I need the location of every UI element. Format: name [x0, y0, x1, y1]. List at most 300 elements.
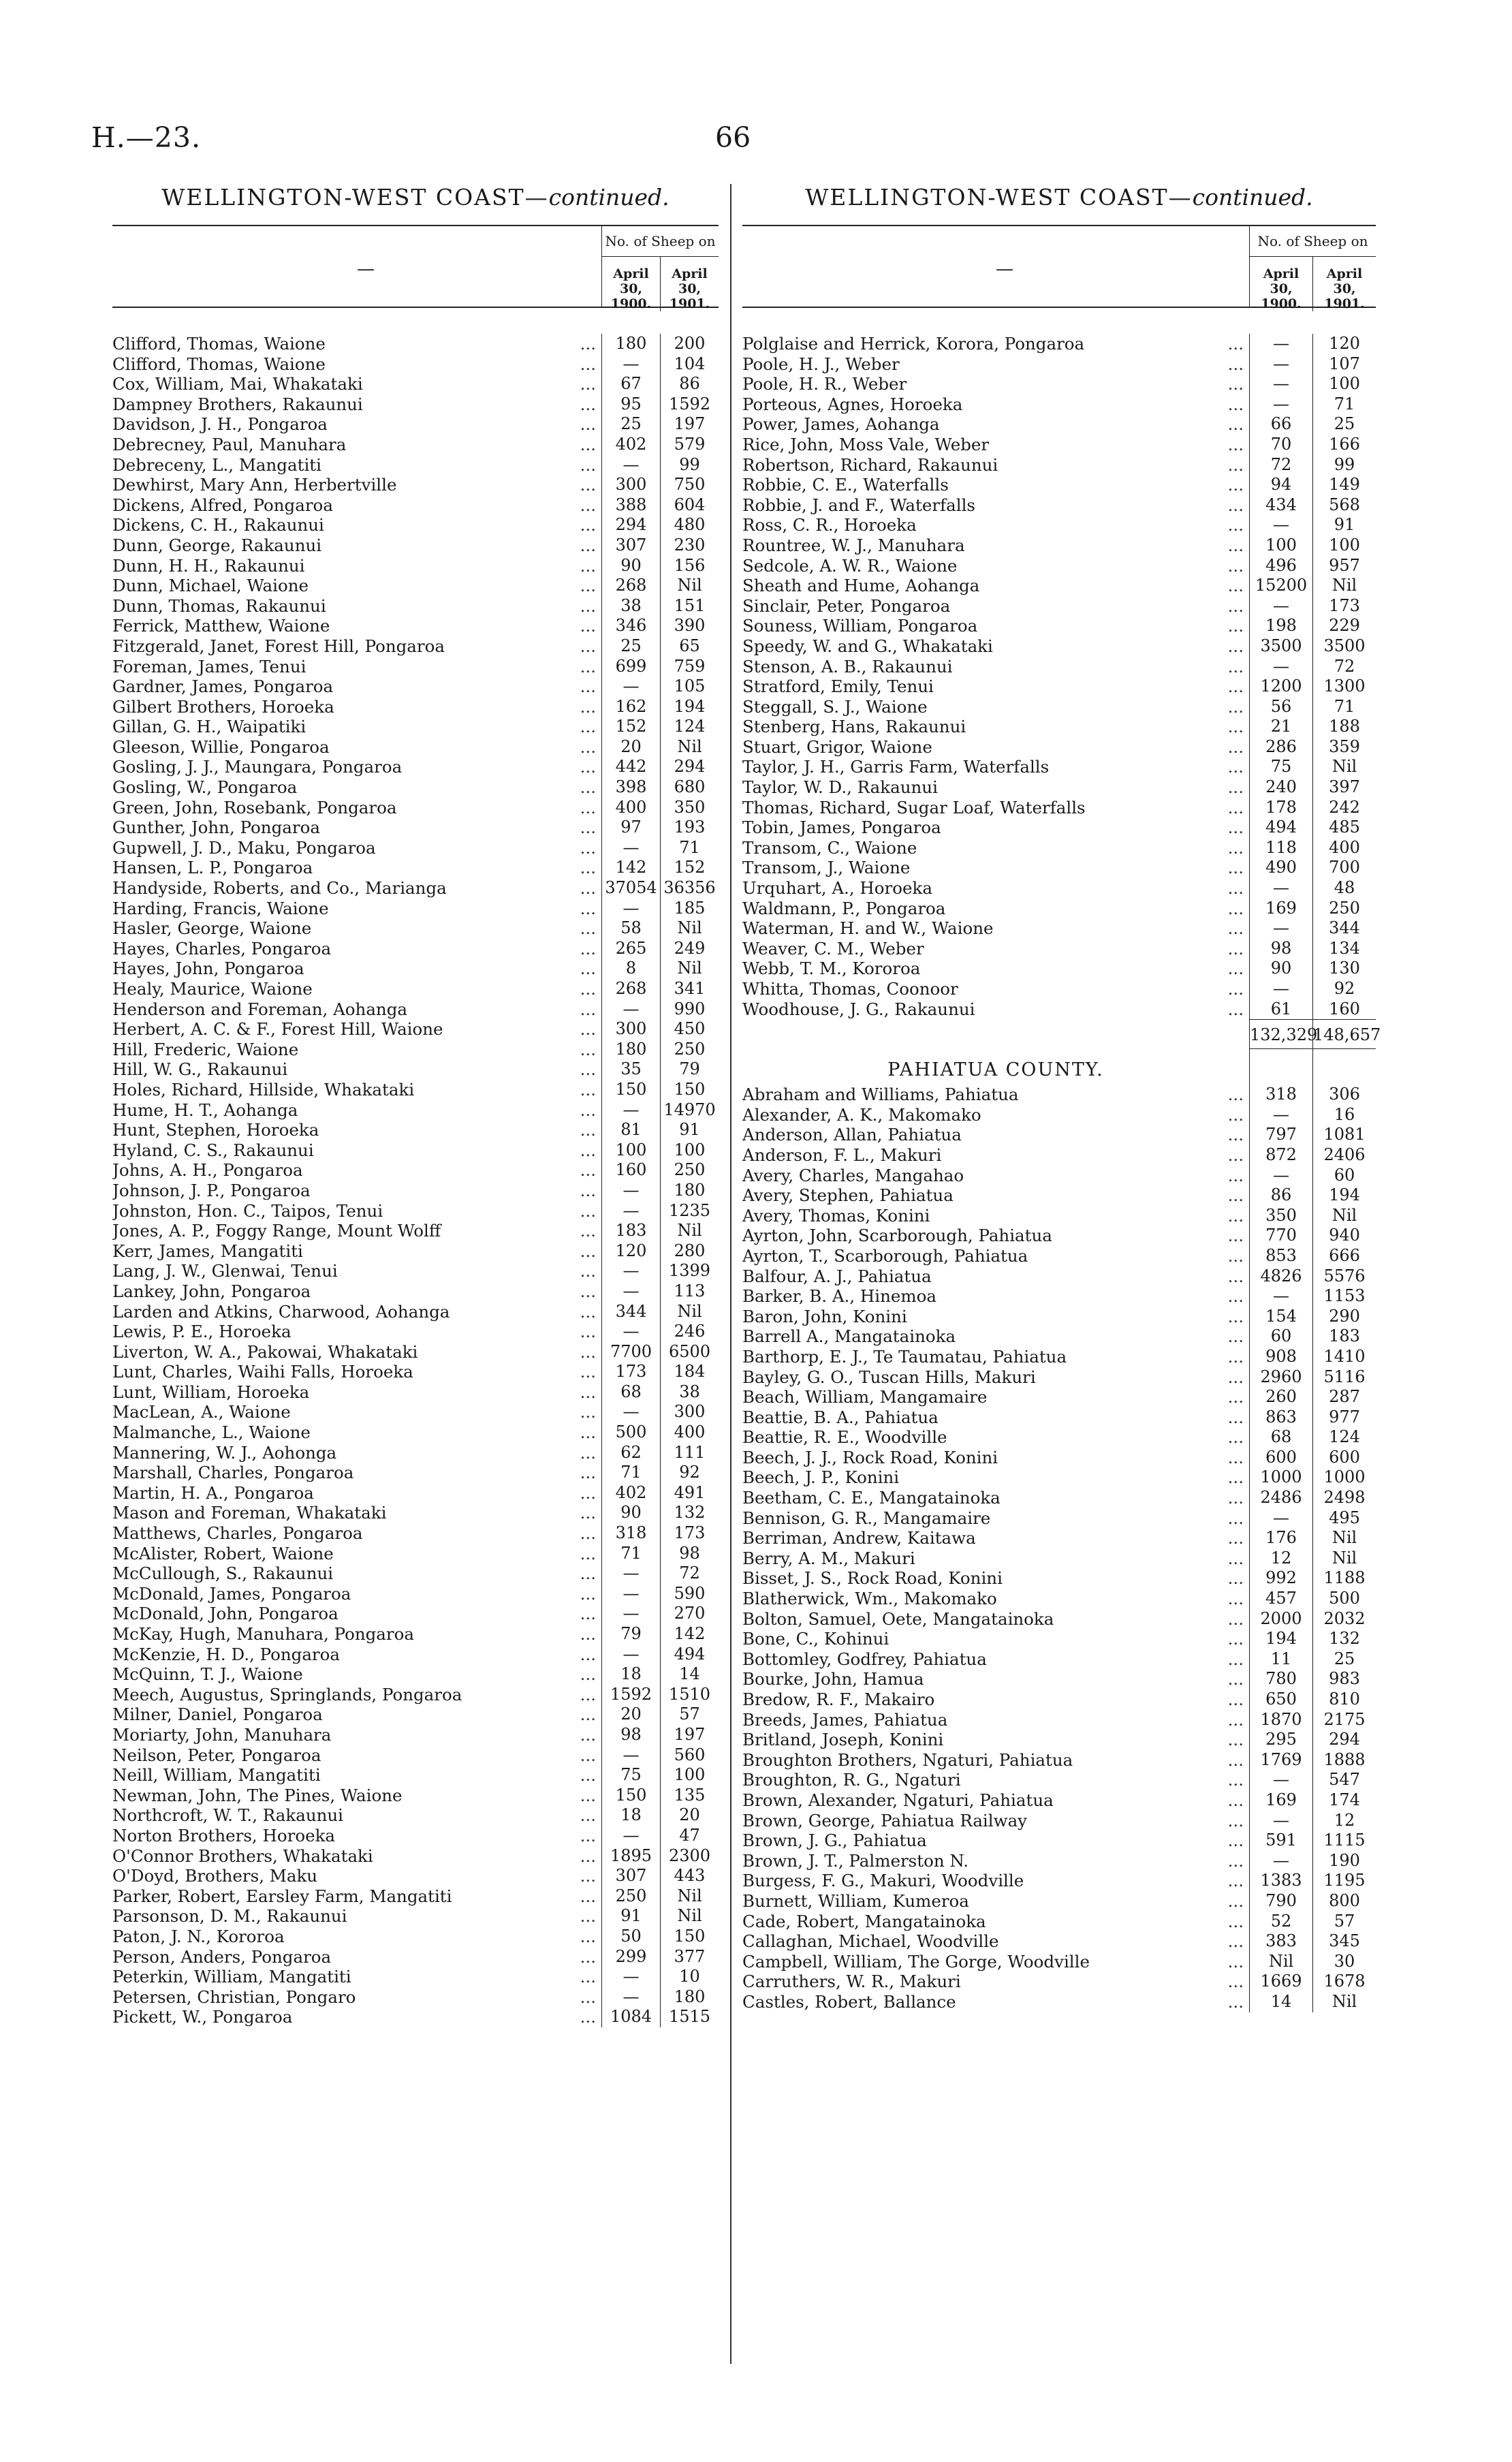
table-row: [112, 1422, 719, 1443]
owner-name: Larden and Atkins, Charwood, Aohanga ...: [112, 1301, 596, 1322]
owner-name: Rountree, W. J., Manuhara ...: [742, 535, 1244, 555]
sheep-1901: 1515: [660, 2007, 719, 2027]
dot-leader: ...: [580, 1463, 596, 1483]
dot-leader: ...: [1227, 1951, 1244, 1972]
sheep-1900: 1870: [1249, 1710, 1312, 1730]
sheep-1900: 11: [1249, 1649, 1312, 1670]
sheep-1900: 2000: [1249, 1609, 1312, 1630]
dot-leader: ...: [580, 979, 596, 999]
owner-name: Holes, Richard, Hillside, Whakataki ...: [112, 1079, 596, 1100]
left-sheep-header: [602, 226, 719, 311]
table-row: [112, 1765, 719, 1786]
table-row: [112, 1059, 719, 1080]
owner-name: Sedcole, A. W. R., Waione ...: [742, 555, 1244, 576]
sheep-1900: 86: [1249, 1185, 1312, 1206]
sheep-1900: 8: [601, 959, 660, 979]
table-row: [742, 1326, 1376, 1347]
sheep-1901: 104: [660, 354, 719, 375]
sheep-1900: 178: [1249, 798, 1312, 818]
sheep-1900: 150: [601, 1786, 660, 1806]
table-row: [742, 1246, 1376, 1266]
sheep-1901: Nil: [660, 576, 719, 596]
dot-leader: ...: [1227, 1790, 1244, 1810]
sheep-1901: 1888: [1312, 1750, 1376, 1771]
table-row: [742, 1145, 1376, 1166]
sheep-1900: 2960: [1249, 1367, 1312, 1388]
dot-leader: ...: [580, 576, 596, 596]
owner-name: Woodhouse, J. G., Rakaunui ...: [742, 999, 1244, 1019]
table-row: [112, 959, 719, 979]
owner-name: Broughton, R. G., Ngaturi ...: [742, 1770, 1244, 1790]
sheep-1901: 1153: [1312, 1286, 1376, 1307]
table-row: [742, 636, 1376, 657]
owner-name: Beech, J. J., Rock Road, Konini ...: [742, 1447, 1244, 1467]
sheep-1901: 71: [1312, 394, 1376, 415]
owner-name: Davidson, J. H., Pongaroa ...: [112, 414, 596, 435]
sheep-1901: 990: [660, 999, 719, 1020]
left-title: [112, 184, 719, 217]
sheep-1901: 983: [1312, 1669, 1376, 1689]
dot-leader: ...: [580, 696, 596, 717]
left-sheep-heading: No. of Sheep on: [602, 226, 719, 257]
table-row: [112, 777, 719, 798]
dot-leader: ...: [1227, 777, 1244, 798]
right-rows: [742, 334, 1376, 1019]
sheep-1901: 1235: [660, 1201, 719, 1221]
table-row: [112, 1987, 719, 2008]
sheep-1901: 65: [660, 636, 719, 657]
sheep-1901: 270: [660, 1604, 719, 1624]
dot-leader: ...: [1227, 938, 1244, 959]
dot-leader: ...: [580, 1180, 596, 1200]
sheep-1901: 194: [660, 697, 719, 717]
table-row: [742, 1448, 1376, 1468]
table-row: [742, 1427, 1376, 1448]
sheep-1901: 86: [660, 374, 719, 394]
sheep-1900: 797: [1249, 1125, 1312, 1145]
sheep-1900: 260: [1249, 1387, 1312, 1407]
dot-leader: ...: [1227, 1488, 1244, 1508]
owner-name: Debreceny, L., Mangatiti ...: [112, 454, 596, 475]
dot-leader: ...: [1227, 1730, 1244, 1750]
owner-name: Speedy, W. and G., Whakataki ...: [742, 636, 1244, 656]
sheep-1900: 400: [601, 798, 660, 818]
sheep-1900: 250: [601, 1886, 660, 1907]
table-row: [112, 1704, 719, 1725]
owner-name: Thomas, Richard, Sugar Loaf, Waterfalls ...: [742, 797, 1244, 817]
table-row: [112, 1866, 719, 1886]
owner-name: Pickett, W., Pongaroa ...: [112, 2007, 596, 2027]
sheep-1900: —: [1249, 1770, 1312, 1790]
sheep-1900: 1200: [1249, 676, 1312, 697]
owner-name: Avery, Charles, Mangahao ...: [742, 1165, 1244, 1185]
dot-leader: ...: [1227, 878, 1244, 899]
sheep-1901: 200: [660, 334, 719, 354]
dot-leader: ...: [1227, 1125, 1244, 1145]
sheep-1900: 37054: [601, 878, 660, 899]
owner-name: Lunt, Charles, Waihi Falls, Horoeka ...: [112, 1362, 596, 1382]
owner-name: Blatherwick, Wm., Makomako ...: [742, 1589, 1244, 1609]
dot-leader: ...: [580, 454, 596, 475]
table-row: [112, 1805, 719, 1826]
right-head-dash: —: [996, 259, 1013, 279]
sheep-1901: 14: [660, 1664, 719, 1685]
owner-name: Kerr, James, Mangatiti ...: [112, 1241, 596, 1261]
sheep-1900: 699: [601, 657, 660, 677]
sheep-1900: 169: [1249, 899, 1312, 919]
dot-leader: ...: [1227, 717, 1244, 737]
table-row: [112, 1846, 719, 1867]
table-row: [742, 1166, 1376, 1186]
sheep-1900: 62: [601, 1443, 660, 1463]
table-row: [112, 334, 719, 354]
sheep-1900: —: [601, 1745, 660, 1766]
sheep-1901: 494: [660, 1645, 719, 1665]
sheep-1900: 790: [1249, 1891, 1312, 1912]
sheep-1900: 98: [1249, 939, 1312, 959]
sheep-1901: 72: [660, 1563, 719, 1584]
owner-name: Meech, Augustus, Springlands, Pongaroa ...: [112, 1684, 596, 1704]
table-row: [112, 999, 719, 1020]
owner-name: Milner, Daniel, Pongaroa ...: [112, 1704, 596, 1725]
table-row: [742, 676, 1376, 697]
sheep-1900: 72: [1249, 455, 1312, 476]
right-title: [742, 184, 1376, 217]
sheep-1901: 6500: [660, 1342, 719, 1362]
owner-name: Gosling, J. J., Maungara, Pongaroa ...: [112, 757, 596, 777]
sheep-1901: Nil: [1312, 1528, 1376, 1548]
sheep-1900: —: [601, 1281, 660, 1302]
table-row: [742, 1125, 1376, 1145]
table-row: [112, 1947, 719, 1967]
sheep-1901: 306: [1312, 1085, 1376, 1105]
sheep-1901: 174: [1312, 1790, 1376, 1811]
dot-leader: ...: [580, 1684, 596, 1704]
sheep-1901: 98: [660, 1544, 719, 1564]
sheep-1900: 75: [601, 1765, 660, 1786]
sheep-1901: 341: [660, 979, 719, 999]
owner-name: Britland, Joseph, Konini ...: [742, 1730, 1244, 1750]
sheep-1900: Nil: [1249, 1952, 1312, 1972]
sheep-1900: 14: [1249, 1992, 1312, 2012]
table-row: [742, 697, 1376, 717]
table-row: [742, 1750, 1376, 1771]
table-row: [742, 334, 1376, 354]
sheep-1900: —: [1249, 374, 1312, 394]
sheep-1901: 36356: [660, 878, 719, 899]
dot-leader: ...: [580, 535, 596, 555]
owner-name: Gillan, G. H., Waipatiki ...: [112, 717, 596, 737]
dot-leader: ...: [580, 1563, 596, 1584]
dot-leader: ...: [580, 1120, 596, 1140]
owner-name: Robbie, J. and F., Waterfalls ...: [742, 495, 1244, 515]
owner-name: Poole, H. J., Weber ...: [742, 354, 1244, 374]
sheep-1901: 48: [1312, 878, 1376, 899]
owner-name: Cade, Robert, Mangatainoka ...: [742, 1911, 1244, 1931]
table-row: [112, 1402, 719, 1422]
sheep-1900: —: [1249, 1105, 1312, 1125]
owner-name: Souness, William, Pongaroa ...: [742, 616, 1244, 636]
dot-leader: ...: [580, 374, 596, 394]
table-row: [112, 697, 719, 717]
dot-leader: ...: [580, 1503, 596, 1523]
table-row: [742, 1972, 1376, 1992]
dot-leader: ...: [580, 1543, 596, 1563]
sheep-1901: Nil: [1312, 1548, 1376, 1569]
owner-name: Northcroft, W. T., Rakaunui ...: [112, 1805, 596, 1826]
sheep-1901: 111: [660, 1443, 719, 1463]
sheep-1901: 495: [1312, 1508, 1376, 1529]
sheep-1900: 94: [1249, 475, 1312, 495]
table-row: [112, 1584, 719, 1604]
sheep-1901: 10: [660, 1967, 719, 1987]
sheep-1901: 1195: [1312, 1871, 1376, 1891]
owner-name: Callaghan, Michael, Woodville ...: [742, 1931, 1244, 1952]
table-row: [742, 757, 1376, 777]
dot-leader: ...: [1227, 1245, 1244, 1266]
owner-name: Sheath and Hume, Aohanga ...: [742, 576, 1244, 596]
sheep-1901: 344: [1312, 918, 1376, 939]
sheep-1900: —: [601, 1987, 660, 2008]
table-row: [112, 737, 719, 758]
owner-name: Paton, J. N., Kororoa ...: [112, 1926, 596, 1946]
dot-leader: ...: [1227, 394, 1244, 414]
owner-name: Peterkin, William, Mangatiti ...: [112, 1967, 596, 1987]
table-row: [112, 1645, 719, 1665]
sheep-1900: 7700: [601, 1342, 660, 1362]
dot-leader: ...: [1227, 1467, 1244, 1488]
table-row: [742, 1467, 1376, 1488]
left-title-italic: continued.: [548, 184, 670, 211]
owner-name: Anderson, F. L., Makuri ...: [742, 1144, 1244, 1165]
sheep-1900: 173: [601, 1362, 660, 1382]
sheep-1901: 91: [660, 1120, 719, 1140]
owner-name: Liverton, W. A., Pakowai, Whakataki ...: [112, 1341, 596, 1362]
sheep-1901: 190: [1312, 1851, 1376, 1871]
sheep-1901: 666: [1312, 1246, 1376, 1266]
table-row: [742, 1387, 1376, 1407]
table-row: [112, 1019, 719, 1040]
dot-leader: ...: [580, 1604, 596, 1624]
owner-name: Avery, Thomas, Konini ...: [742, 1205, 1244, 1226]
table-row: [742, 1185, 1376, 1206]
sheep-1901: 1678: [1312, 1972, 1376, 1992]
dot-leader: ...: [580, 1724, 596, 1745]
sheep-1900: 434: [1249, 495, 1312, 516]
sheep-1900: 38: [601, 596, 660, 617]
table-row: [742, 918, 1376, 939]
table-row: [742, 1689, 1376, 1710]
sheep-1901: 100: [1312, 535, 1376, 556]
table-row: [742, 939, 1376, 959]
dot-leader: ...: [580, 515, 596, 535]
owner-name: Bolton, Samuel, Oete, Mangatainoka ...: [742, 1608, 1244, 1629]
owner-name: Bisset, J. S., Rock Road, Konini ...: [742, 1568, 1244, 1589]
table-row: [112, 1927, 719, 1947]
sheep-1900: —: [601, 838, 660, 858]
sheep-1901: 680: [660, 777, 719, 798]
dot-leader: ...: [1227, 555, 1244, 576]
sheep-1901: Nil: [660, 1886, 719, 1907]
sheep-1900: —: [601, 1604, 660, 1624]
sheep-1900: 908: [1249, 1347, 1312, 1367]
dot-leader: ...: [580, 1322, 596, 1342]
sheep-1900: 307: [601, 1866, 660, 1886]
sheep-1900: —: [1249, 979, 1312, 999]
dot-leader: ...: [1227, 656, 1244, 676]
sheep-1900: —: [1249, 878, 1312, 899]
table-row: [112, 1040, 719, 1060]
sheep-1900: —: [1249, 354, 1312, 375]
table-row: [742, 495, 1376, 516]
dot-leader: ...: [580, 858, 596, 878]
owner-name: Healy, Maurice, Waione ...: [112, 979, 596, 999]
left-head-dash: —: [357, 259, 375, 279]
owner-name: Brown, J. G., Pahiatua ...: [742, 1830, 1244, 1851]
owner-name: Breeds, James, Pahiatua ...: [742, 1709, 1244, 1730]
dot-leader: ...: [1227, 837, 1244, 858]
table-row: [112, 556, 719, 576]
sheep-1901: 250: [660, 1160, 719, 1181]
sheep-1900: 1000: [1249, 1467, 1312, 1488]
sheep-1901: 2300: [660, 1846, 719, 1867]
table-row: [112, 616, 719, 636]
owner-name: Polglaise and Herrick, Korora, Pongaroa ...: [742, 334, 1244, 354]
sheep-1901: 940: [1312, 1226, 1376, 1246]
table-row: [112, 1160, 719, 1181]
owner-name: Person, Anders, Pongaroa ...: [112, 1946, 596, 1967]
left-rows: [112, 334, 719, 2027]
dot-leader: ...: [580, 595, 596, 616]
owner-name: Stratford, Emily, Tenui ...: [742, 676, 1244, 697]
dot-leader: ...: [1227, 454, 1244, 475]
owner-name: Porteous, Agnes, Horoeka ...: [742, 394, 1244, 414]
sheep-1900: 79: [601, 1624, 660, 1645]
dot-leader: ...: [1227, 475, 1244, 495]
sheep-1900: —: [601, 1563, 660, 1584]
table-row: [112, 596, 719, 617]
dot-leader: ...: [580, 959, 596, 979]
sheep-1901: 300: [660, 1402, 719, 1422]
owner-name: Baron, John, Konini ...: [742, 1306, 1244, 1326]
table-row: [112, 817, 719, 838]
sheep-1901: 156: [660, 556, 719, 576]
owner-name: Ayrton, T., Scarborough, Pahiatua ...: [742, 1245, 1244, 1266]
owner-name: McAlister, Robert, Waione ...: [112, 1543, 596, 1563]
sheep-1900: 457: [1249, 1589, 1312, 1609]
sheep-1900: —: [601, 1181, 660, 1201]
sheep-1901: 100: [660, 1140, 719, 1161]
dot-leader: ...: [1227, 1165, 1244, 1185]
table-row: [742, 596, 1376, 617]
owner-name: Johnson, J. P., Pongaroa ...: [112, 1180, 596, 1200]
left-col2-heading: April 30, 1901.: [660, 257, 719, 311]
sheep-1900: 150: [601, 1080, 660, 1100]
owner-name: Ayrton, John, Scarborough, Pahiatua ...: [742, 1226, 1244, 1246]
owner-name: Transom, C., Waione ...: [742, 837, 1244, 858]
owner-name: Barrell A., Mangatainoka ...: [742, 1326, 1244, 1347]
table-row: [112, 1826, 719, 1846]
table-row: [112, 1241, 719, 1262]
sheep-1900: 4826: [1249, 1266, 1312, 1287]
owner-name: Taylor, W. D., Rakaunui ...: [742, 777, 1244, 798]
dot-leader: ...: [580, 1402, 596, 1422]
owner-name: Moriarty, John, Manuhara ...: [112, 1724, 596, 1745]
table-row: [742, 1528, 1376, 1548]
dot-leader: ...: [580, 1765, 596, 1786]
table-row: [742, 959, 1376, 979]
sheep-1901: 600: [1312, 1448, 1376, 1468]
sheep-1900: —: [601, 999, 660, 1020]
sheep-1901: 100: [1312, 374, 1376, 394]
sheep-1900: 71: [601, 1544, 660, 1564]
left-table-header: [112, 225, 719, 311]
left-title-main: WELLINGTON-WEST COAST—: [161, 184, 549, 211]
sheep-1901: 3500: [1312, 636, 1376, 657]
dot-leader: ...: [1227, 1346, 1244, 1367]
sheep-1900: —: [1249, 596, 1312, 617]
owner-name: Abraham and Williams, Pahiatua ...: [742, 1085, 1244, 1105]
sheep-1901: 150: [660, 1080, 719, 1100]
dot-leader: ...: [1227, 1991, 1244, 2012]
sheep-1901: 25: [1312, 414, 1376, 435]
owner-name: Neilson, Peter, Pongaroa ...: [112, 1745, 596, 1765]
owner-name: Handyside, Roberts, and Co., Marianga ...: [112, 878, 596, 899]
dot-leader: ...: [580, 1140, 596, 1160]
sheep-1901: 132: [1312, 1629, 1376, 1649]
sheep-1901: 547: [1312, 1770, 1376, 1790]
sheep-1900: 91: [601, 1906, 660, 1927]
owner-name: Waterman, H. and W., Waione ...: [742, 918, 1244, 939]
sheep-1900: 169: [1249, 1790, 1312, 1811]
dot-leader: ...: [580, 1644, 596, 1664]
dot-leader: ...: [580, 1079, 596, 1100]
table-row: [742, 1830, 1376, 1851]
table-row: [742, 435, 1376, 455]
owner-name: McKenzie, H. D., Pongaroa ...: [112, 1644, 596, 1664]
dot-leader: ...: [580, 394, 596, 414]
table-row: [112, 1544, 719, 1564]
owner-name: Neill, William, Mangatiti ...: [112, 1765, 596, 1786]
dot-leader: ...: [580, 2007, 596, 2027]
report-reference: H.—23.: [91, 121, 201, 154]
owner-name: Clifford, Thomas, Waione ...: [112, 354, 596, 374]
owner-name: Dickens, Alfred, Pongaroa ...: [112, 495, 596, 515]
left-column: [112, 184, 719, 2027]
sheep-1900: —: [1249, 1166, 1312, 1186]
table-row: [112, 676, 719, 697]
sheep-1900: 97: [601, 817, 660, 838]
table-row: [742, 1770, 1376, 1790]
dot-leader: ...: [1227, 918, 1244, 939]
sheep-1901: 485: [1312, 817, 1376, 838]
table-row: [112, 1503, 719, 1523]
sheep-1901: 14970: [660, 1100, 719, 1121]
sheep-1900: 120: [601, 1241, 660, 1262]
table-row: [742, 878, 1376, 899]
table-row: [742, 1568, 1376, 1589]
dot-leader: ...: [580, 717, 596, 737]
owner-name: Brown, J. T., Palmerston N. ...: [742, 1850, 1244, 1871]
sheep-1900: 95: [601, 394, 660, 415]
table-row: [742, 1226, 1376, 1246]
table-row: [112, 1140, 719, 1161]
owner-name: Rice, John, Moss Vale, Weber ...: [742, 434, 1244, 454]
owner-name: Marshall, Charles, Pongaroa ...: [112, 1463, 596, 1483]
sheep-1901: 5576: [1312, 1266, 1376, 1287]
owner-name: Gupwell, J. D., Maku, Pongaroa ...: [112, 837, 596, 858]
sheep-1901: 1188: [1312, 1568, 1376, 1589]
